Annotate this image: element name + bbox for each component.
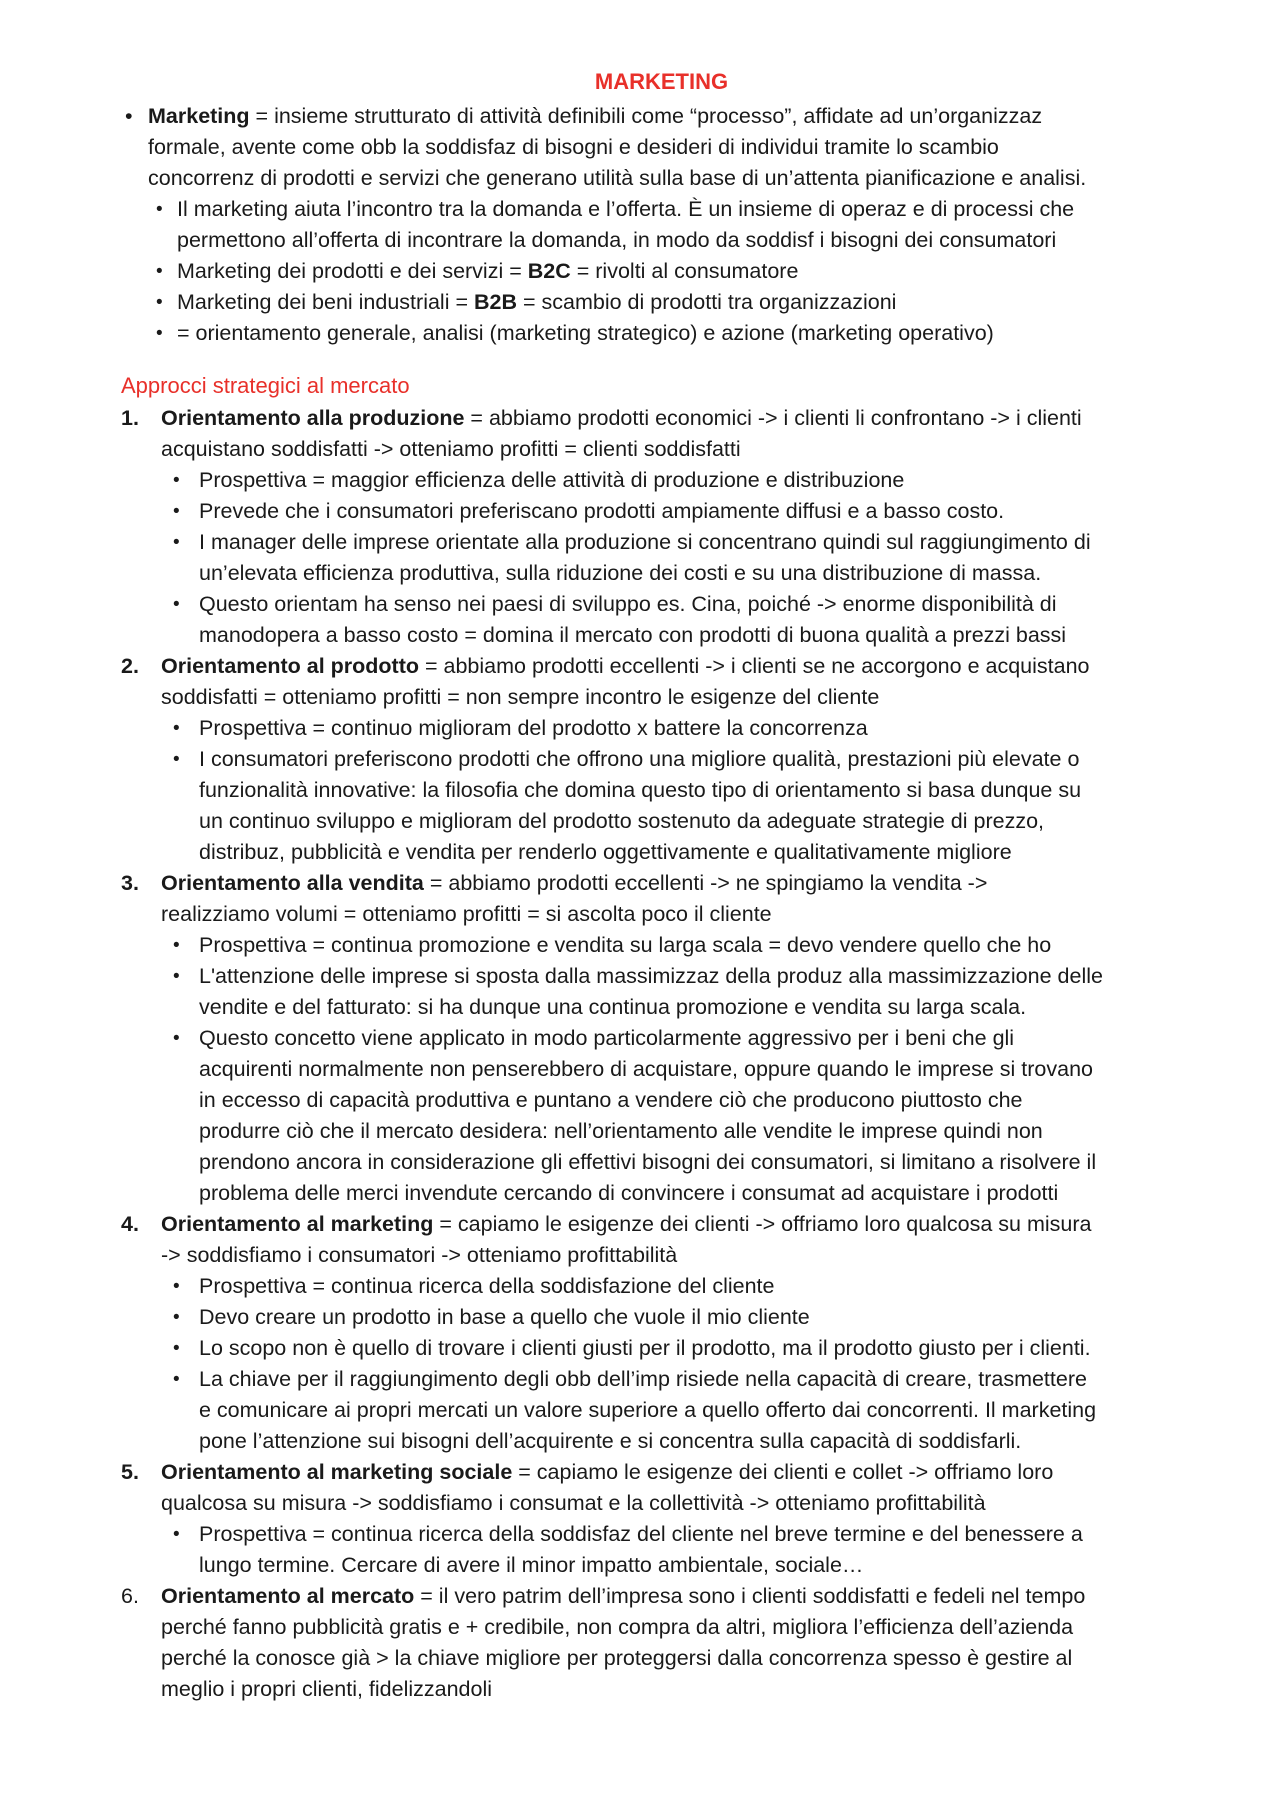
orientation-item: 1. Orientamento alla produzione = abbiamo prodotti economici -> i clienti li confrontano -> i clienti acquistano soddisfatti -> otteniamo profitti = clienti soddisfatti • Prospettiva = maggior efficienza delle attività di produzione e distribuzione • Prevede che i consumatori preferiscano prodotti ampiamente diffusi e a basso costo. • I manager delle imprese orientate alla produzione si concentrano quindi sul raggiungimento di un’elevata efficienza produttiva, sulla riduzione dei costi e su una distribuzione di massa. • Questo orientam ha senso nei paesi di sviluppo es. Cina, poiché -> enorme disponibilità di manodopera a basso costo = domina il mercato con prodotti di buona qualità a prezzi bassi [121,403,1221,651]
list-item: • Prospettiva = maggior efficienza delle attività di produzione e distribuzione [121,465,1221,496]
list-item: • Lo scopo non è quello di trovare i clienti giusti per il prodotto, ma il prodotto giusto per i clienti. [121,1333,1221,1364]
intro-section [125,101,1215,349]
orientation-item: 3. Orientamento alla vendita = abbiamo prodotti eccellenti -> ne spingiamo la vendita -> realizziamo volumi = otteniamo profitti = si ascolta poco il cliente • Prospettiva = continua promozione e vendita su larga scala = devo vendere quello che ho • L'attenzione delle imprese si sposta dalla massimizzaz della produz alla massimizzazione delle vendite e del fatturato: si ha dunque una continua promozione e vendita su larga scala. • Questo concetto viene applicato in modo particolarmente aggressivo per i beni che gli acquirenti normalmente non penserebbero di acquistare, oppure quando le imprese si trovano in eccesso di capacità produttiva e puntano a vendere ciò che producono piuttosto che produrre ciò che il mercato desidera: nell’orientamento alle vendite le imprese quindi non prendono ancora in considerazione gli effettivi bisogni dei consumatori, si limitano a risolvere il problema delle merci invendute cercando di convincere i consumat ad acquistare i prodotti [121,868,1221,1209]
marketing-definition: • Marketing = insieme strutturato di attività definibili come “processo”, affidate ad un’organizzaz formale, avente come obb la soddisfaz di bisogni e desideri di individui tramite lo scambio concorrenz di prodotti e servizi che generano utilità sulla base di un’attenta pianificazione e analisi. [125,101,1215,194]
section-heading: Approcci strategici al mercato [121,373,410,398]
list-item: • Devo creare un prodotto in base a quello che vuole il mio cliente [121,1302,1221,1333]
list-item: • Prospettiva = continua ricerca della soddisfazione del cliente [121,1271,1221,1302]
item-term: Orientamento al prodotto [161,654,419,678]
list-item: • Marketing dei beni industriali = B2B = scambio di prodotti tra organizzazioni [125,287,1215,318]
orientation-item: 5. Orientamento al marketing sociale = capiamo le esigenze dei clienti e collet -> offriamo loro qualcosa su misura -> soddisfiamo i consumat e la collettività -> otteniamo profittabilità • Prospettiva = continua ricerca della soddisfaz del cliente nel breve termine e del benessere a lungo termine. Cercare di avere il minor impatto ambientale, sociale… [121,1457,1221,1581]
list-item: • Marketing dei prodotti e dei servizi = B2C = rivolti al consumatore [125,256,1215,287]
list-item: • L'attenzione delle imprese si sposta dalla massimizzaz della produz alla massimizzazione delle vendite e del fatturato: si ha dunque una continua promozione e vendita su larga scala. [121,961,1221,1023]
item-number: 1. [121,406,139,430]
item-term: Orientamento al mercato [161,1584,415,1608]
orientation-item: 6. Orientamento al mercato = il vero patrim dell’impresa sono i clienti soddisfatti e fedeli nel tempo perché fanno pubblicità gratis e + credibile, non compra da altri, migliora l’efficienza dell’azienda perché la conosce già > la chiave migliore per proteggersi dalla concorrenza spesso è gestire al meglio i propri clienti, fidelizzandoli [121,1581,1221,1705]
item-term: Orientamento alla vendita [161,871,424,895]
list-item: • Questo concetto viene applicato in modo particolarmente aggressivo per i beni che gli acquirenti normalmente non penserebbero di acquistare, oppure quando le imprese si trovano in eccesso di capacità produttiva e puntano a vendere ciò che producono piuttosto che produrre ciò che il mercato desidera: nell’orientamento alle vendite le imprese quindi non prendono ancora in considerazione gli effettivi bisogni dei consumatori, si limitano a risolvere il problema delle merci invendute cercando di convincere i consumat ad acquistare i prodotti [121,1023,1221,1209]
item-number: 2. [121,654,139,678]
item-term: Orientamento al marketing [161,1212,434,1236]
numbered-list [121,403,1221,1705]
list-item: • Prevede che i consumatori preferiscano prodotti ampiamente diffusi e a basso costo. [121,496,1221,527]
item-number: 3. [121,871,139,895]
item-term: Orientamento alla produzione [161,406,465,430]
list-item: • Il marketing aiuta l’incontro tra la domanda e l’offerta. È un insieme di operaz e di processi che permettono all’offerta di incontrare la domanda, in modo da soddisf i bisogni dei consumatori [125,194,1215,256]
list-item: • Prospettiva = continua ricerca della soddisfaz del cliente nel breve termine e del benessere a lungo termine. Cercare di avere il minor impatto ambientale, sociale… [121,1519,1221,1581]
list-item: • Prospettiva = continuo miglioram del prodotto x battere la concorrenza [121,713,1221,744]
list-item: • Prospettiva = continua promozione e vendita su larga scala = devo vendere quello che ho [121,930,1221,961]
list-item: • I consumatori preferiscono prodotti che offrono una migliore qualità, prestazioni più elevate o funzionalità innovative: la filosofia che domina questo tipo di orientamento si basa dunque su un continuo sviluppo e miglioram del prodotto sostenuto da adeguate strategie di prezzo, distribuz, pubblicità e vendita per renderlo oggettivamente e qualitativamente migliore [121,744,1221,868]
list-item: • = orientamento generale, analisi (marketing strategico) e azione (marketing operativo) [125,318,1215,349]
list-item: • Questo orientam ha senso nei paesi di sviluppo es. Cina, poiché -> enorme disponibilità di manodopera a basso costo = domina il mercato con prodotti di buona qualità a prezzi bassi [121,589,1221,651]
list-item: • I manager delle imprese orientate alla produzione si concentrano quindi sul raggiungimento di un’elevata efficienza produttiva, sulla riduzione dei costi e su una distribuzione di massa. [121,527,1221,589]
orientation-item: 2. Orientamento al prodotto = abbiamo prodotti eccellenti -> i clienti se ne accorgono e acquistano soddisfatti = otteniamo profitti = non sempre incontro le esigenze del cliente • Prospettiva = continuo miglioram del prodotto x battere la concorrenza • I consumatori preferiscono prodotti che offrono una migliore qualità, prestazioni più elevate o funzionalità innovative: la filosofia che domina questo tipo di orientamento si basa dunque su un continuo sviluppo e miglioram del prodotto sostenuto da adeguate strategie di prezzo, distribuz, pubblicità e vendita per renderlo oggettivamente e qualitativamente migliore [121,651,1221,868]
page-title: MARKETING [594,69,729,94]
list-item: • La chiave per il raggiungimento degli obb dell’imp risiede nella capacità di creare, trasmettere e comunicare ai propri mercati un valore superiore a quello offerto dai concorrenti. Il marketing pone l’attenzione sui bisogni dell’acquirente e si concentra sulla capacità di soddisfarli. [121,1364,1221,1457]
item-number: 6. [121,1584,139,1608]
definition-term: Marketing [148,104,250,128]
item-term: Orientamento al marketing sociale [161,1460,513,1484]
item-number: 4. [121,1212,139,1236]
orientation-item: 4. Orientamento al marketing = capiamo le esigenze dei clienti -> offriamo loro qualcosa su misura -> soddisfiamo i consumatori -> otteniamo profittabilità • Prospettiva = continua ricerca della soddisfazione del cliente • Devo creare un prodotto in base a quello che vuole il mio cliente • Lo scopo non è quello di trovare i clienti giusti per il prodotto, ma il prodotto giusto per i clienti. • La chiave per il raggiungimento degli obb dell’imp risiede nella capacità di creare, trasmettere e comunicare ai propri mercati un valore superiore a quello offerto dai concorrenti. Il marketing pone l’attenzione sui bisogni dell’acquirente e si concentra sulla capacità di soddisfarli. [121,1209,1221,1457]
item-number: 5. [121,1460,139,1484]
